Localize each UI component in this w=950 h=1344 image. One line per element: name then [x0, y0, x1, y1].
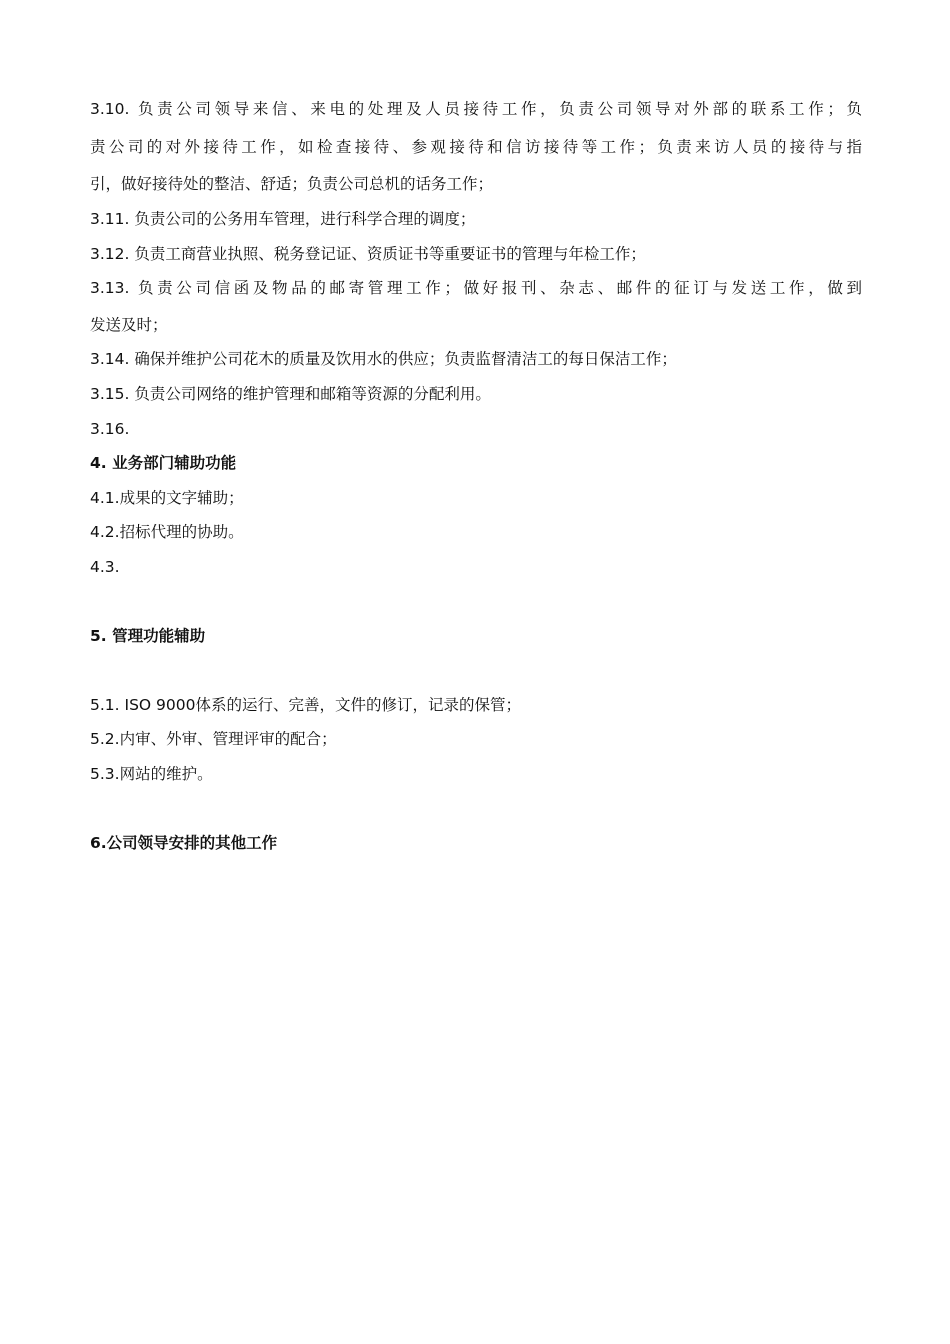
- item-3-12: 3.12. 负责工商营业执照、税务登记证、资质证书等重要证书的管理与年检工作；: [90, 245, 646, 263]
- item-4-1: 4.1.成果的文字辅助；: [90, 489, 244, 507]
- item-3-10-line-2: 责公司的对外接待工作，如检查接待、参观接待和信访接待等工作；负责来访人员的接待与指: [90, 138, 862, 156]
- item-3-11: 3.11. 负责公司的公务用车管理，进行科学合理的调度；: [90, 210, 476, 228]
- item-3-10-line-3: 引，做好接待处的整洁、舒适；负责公司总机的话务工作；: [90, 175, 494, 193]
- section-heading-6: 6.公司领导安排的其他工作: [90, 834, 278, 852]
- item-3-13-line-1: 3.13. 负责公司信函及物品的邮寄管理工作；做好报刊、杂志、邮件的征订与发送工作，做到: [90, 279, 862, 297]
- section-heading-4: 4. 业务部门辅助功能: [90, 454, 237, 472]
- item-5-2: 5.2.内审、外审、管理评审的配合；: [90, 730, 337, 748]
- section-heading-5: 5. 管理功能辅助: [90, 627, 206, 645]
- item-5-3: 5.3.网站的维护。: [90, 765, 213, 783]
- item-4-3: 4.3.: [90, 558, 120, 576]
- item-3-13-line-2: 发送及时；: [90, 316, 168, 334]
- item-3-16: 3.16.: [90, 420, 130, 438]
- item-3-15: 3.15. 负责公司网络的维护管理和邮箱等资源的分配利用。: [90, 385, 491, 403]
- item-3-10-line-1: 3.10. 负责公司领导来信、来电的处理及人员接待工作，负责公司领导对外部的联系工作；负: [90, 100, 862, 118]
- item-4-2: 4.2.招标代理的协助。: [90, 523, 244, 541]
- item-5-1: 5.1. ISO 9000体系的运行、完善，文件的修订，记录的保管；: [90, 696, 521, 714]
- item-3-14: 3.14. 确保并维护公司花木的质量及饮用水的供应；负责监督清洁工的每日保洁工作；: [90, 350, 677, 368]
